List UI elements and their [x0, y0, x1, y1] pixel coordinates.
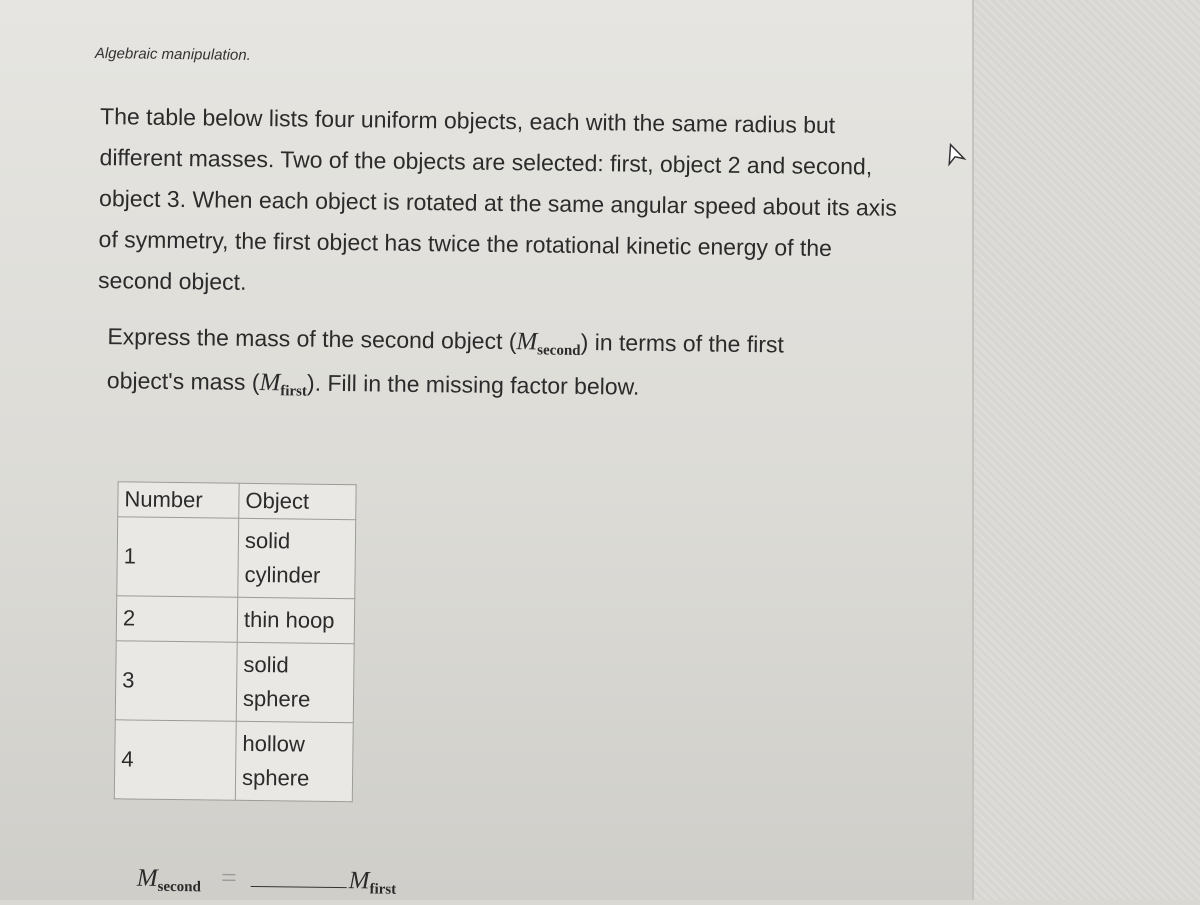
table-row	[115, 641, 354, 723]
table-row	[116, 596, 355, 644]
problem-text: The table below lists four uniform objects, each with the same radius but different masses. Two of the objects are selected: first, object 2 and second, object 3. When each object is rotated at the same angular speed about its axis of symmetry, the first object has twice the rotational kinetic energy of the second object.	[97, 103, 898, 295]
objects-table	[114, 481, 357, 802]
column-header-object: Object	[239, 483, 356, 519]
equals-sign: =	[220, 862, 237, 894]
row-object: thin hoop	[237, 597, 355, 643]
table-row	[117, 517, 356, 599]
section-label: Algebraic manipulation.	[94, 45, 251, 64]
m-first-symbol: $M_{first}$	[259, 369, 308, 400]
column-header-number: Number	[118, 482, 239, 518]
right-side-pane	[972, 0, 1200, 900]
row-number: 2	[116, 596, 238, 642]
equation-lhs: $M_{second}$	[136, 864, 201, 896]
equation-rhs: $M_{first}$	[348, 867, 397, 898]
row-object: solid sphere	[236, 642, 354, 722]
row-object: hollow sphere	[235, 721, 353, 801]
table-row	[114, 720, 353, 802]
question-content	[85, 45, 955, 905]
answer-equation	[137, 862, 945, 905]
instruction-text: Express the mass of the second object $(M_{second})$ in terms of the first object's mass $(M_{first})$. Fill in the missing factor below.	[106, 323, 785, 400]
row-number: 4	[114, 720, 236, 800]
missing-factor-blank[interactable]	[251, 864, 347, 888]
row-number: 1	[117, 517, 239, 597]
row-object: solid cylinder	[238, 518, 356, 598]
table-header-row	[118, 482, 356, 520]
m-second-symbol: $M_{second}$	[516, 328, 581, 359]
row-number: 3	[115, 641, 237, 721]
